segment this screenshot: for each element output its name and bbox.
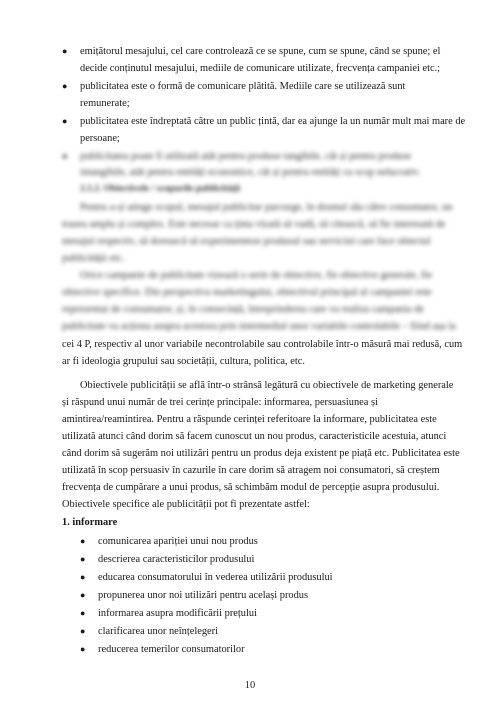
list-heading: 1. informare [62,517,118,528]
bullet-4-line-2: intangibile, atât pentru entități economice, cât și pentru entități cu scop nelucrativ. [80,167,421,178]
bullet-glyph: ● [80,590,86,600]
para-2-line-5: când dorim să sugerăm noi utilizări pentru un produs deja existent pe piață etc. Publicitatea este [62,448,460,459]
list-item: informarea asupra modificării prețului [98,608,257,619]
para-2-line-2: și răspund unui număr de trei cerințe principale: informarea, persuasiunea și [62,397,378,408]
bullet-glyph: ● [80,572,86,582]
para-2-line-8: Obiectivele specifice ale publicității pot fi prezentate astfel: [62,499,310,510]
para-2-line-6: utilizată în scop persuasiv în cazurile în care dorim să atragem noi consumatori, să creștem [62,465,440,476]
list-item: reducerea temerilor consumatorilor [98,644,245,655]
list-item: educarea consumatorului în vederea utilizării produsului [98,572,333,583]
para-2-line-7: frecvența de cumpărare a unui produs, să schimbăm modul de percepție asupra produsului. [62,482,440,493]
para-1-line-1: cei 4 P, respectiv al unor variabile necontrolabile sau controlabile într-o măsură mai redusă, cum [62,339,463,350]
para-1-line-2: ar fi ideologia grupului sau societății, cultura, politica, etc. [62,356,305,367]
section-heading: 2.1.2. Obiectivele / scopurile publicității [80,184,241,194]
list-item: comunicarea apariției unui nou produs [98,536,258,547]
bullet-glyph: ● [80,554,86,564]
blur-para-2-line-2: obiective specifice. Din perspectiva marketingului, obiectivul principal al campaniei este [62,287,432,298]
bullet-glyph: ● [80,626,86,636]
blur-para-2-line-1: Orice campanie de publicitate vizează o serie de obiective, fie obiective generale, fie [80,270,432,281]
blur-para-1-line-2: traseu amplu și complex. Este necesar ca ținta vizată să vadă, să citească, să fie interesată de [62,219,446,230]
blur-para-2-line-3: reprezentat de consumator, și, în consecință, întreprinderea care va realiza campania de [62,304,424,315]
bullet-4-line-1: publicitatea poate fi utilizată atât pentru produse tangibile, cât și pentru produse [80,151,412,162]
list-item: propunerea unor noi utilizări pentru același produs [98,590,309,601]
bullet-1-line-2: decide conținutul mesajului, mediile de comunicare utilizate, frecvența campaniei etc.; [80,63,441,74]
bullet-glyph: ● [80,536,86,546]
bullet-2-line-1: publicitatea este o formă de comunicare plătită. Mediile care se utilizează sunt [80,81,406,92]
bullet-glyph: ● [62,46,68,56]
bullet-1-line-1: emițătorul mesajului, cel care controlează ce se spune, cum se spune, când se spune; el [80,46,441,57]
bullet-glyph: ● [80,608,86,618]
para-2-line-3: amintirea/reamintirea. Pentru a răspunde cerinței referitoare la informare, publicitatea este [62,414,437,425]
bullet-2-line-2: remunerate; [80,98,130,109]
blur-para-1-line-3: mesajul respectiv, să dorească să experimenteze produsul sau serviciul care face obiectul [62,236,431,247]
blur-para-1-line-4: publicității etc. [62,253,125,264]
para-2-line-1: Obiectivele publicității se află într-o strânsă legătură cu obiectivele de marketing generale [80,380,454,391]
bullet-glyph: ● [80,644,86,654]
list-item: descrierea caracteristicilor produsului [98,554,255,565]
blur-para-2-line-4: publicitate va acționa asupra acestora prin intermediul unor variabile controlabile – fiind așa la [62,321,456,332]
list-item: clarificarea unor neînțelegeri [98,626,218,637]
bullet-glyph: ● [62,116,68,126]
bullet-3-line-2: persoane; [80,133,120,144]
para-2-line-4: utilizată atunci când dorim să facem cunoscut un nou produs, caracteristicile acestuia, atunci [62,431,447,442]
bullet-glyph: ● [62,151,68,161]
bullet-glyph: ● [62,81,68,91]
bullet-3-line-1: publicitatea este îndreptată către un public țintă, dar ea ajunge la un număr mult mai mare de [80,116,466,127]
page-number: 10 [244,680,256,691]
blur-para-1-line-1: Pentru a-și atinge scopul, mesajul publicitar parcurge, în drumul său către consumator, un [80,202,453,213]
